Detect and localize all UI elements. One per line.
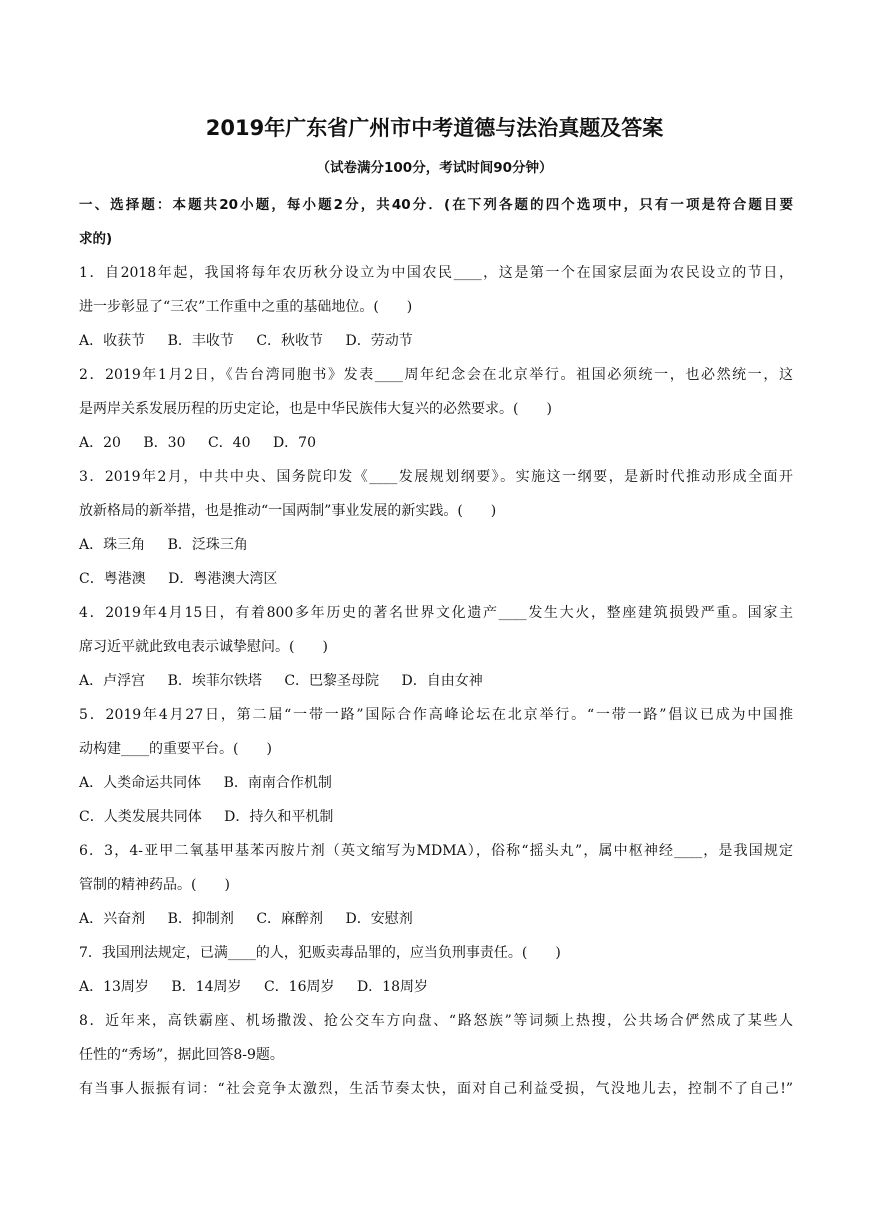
- question-1-option-c: C．秋收节: [256, 333, 324, 349]
- question-7-option-c: C．16周岁: [263, 979, 335, 995]
- question-5-options-row-2: [79, 800, 793, 834]
- question-3-stem-line-1: 3．2019年2月，中共中央、国务院印发《____发展规划纲要》。实施这一纲要，是新时代推动形成全面开: [79, 469, 793, 485]
- question-2-option-d: D．70: [272, 435, 316, 451]
- question-6-stem-line-2: 管制的精神药品。( ): [79, 877, 230, 893]
- question-5-stem-line-1: 5．2019年4月27日，第二届“一带一路”国际合作高峰论坛在北京举行。“一带一路”倡议已成为中国推: [79, 707, 793, 723]
- question-6-option-a: A．兴奋剂: [79, 911, 146, 927]
- question-4-stem-line-2: 席习近平就此致电表示诚挚慰问。( ): [79, 639, 328, 655]
- question-2-stem-line-1: 2．2019年1月2日，《告台湾同胞书》发表____周年纪念会在北京举行。祖国必须统一，也必然统一，这: [79, 367, 793, 383]
- question-1-stem-line-1: 1．自2018年起，我国将每年农历秋分设立为中国农民____，这是第一个在国家层面为农民设立的节日，: [79, 265, 793, 281]
- question-7-option-a: A．13周岁: [79, 979, 149, 995]
- question-6-option-b: B．抑制剂: [167, 911, 234, 927]
- question-2-option-c: C．40: [207, 435, 251, 451]
- question-2-option-a: A．20: [79, 435, 121, 451]
- question-5-stem-line-2: 动构建____的重要平台。( ): [79, 741, 272, 757]
- question-4-option-c: C．巴黎圣母院: [284, 673, 380, 689]
- question-6-option-c: C．麻醉剂: [256, 911, 324, 927]
- question-6-options: [79, 902, 793, 936]
- question-7-option-d: D．18周岁: [356, 979, 428, 995]
- question-7-stem-line-1: 7．我国刑法规定，已满____的人，犯贩卖毒品罪的，应当负刑事责任。( ): [79, 945, 561, 961]
- question-2-stem-line-2: 是两岸关系发展历程的历史定论，也是中华民族伟大复兴的必然要求。( ): [79, 401, 552, 417]
- question-5-options-row-1: [79, 766, 793, 800]
- question-4-option-a: A．卢浮宫: [79, 673, 146, 689]
- question-3-stem-line-2: 放新格局的新举措，也是推动“一国两制”事业发展的新实践。( ): [79, 503, 497, 519]
- question-5-option-d: D．持久和平机制: [224, 809, 334, 825]
- question-3-options-row-1: [79, 528, 793, 562]
- question-4-option-d: D．自由女神: [401, 673, 483, 689]
- question-4-option-b: B．埃菲尔铁塔: [167, 673, 262, 689]
- question-2-option-b: B．30: [143, 435, 186, 451]
- section-heading-line-2: 求的): [79, 231, 113, 247]
- section-heading-line-1: 一、选择题：本题共20小题，每小题2分，共40分．(在下列各题的四个选项中，只有一项是符合题目要: [79, 197, 793, 213]
- question-1-option-d: D．劳动节: [345, 333, 413, 349]
- question-5-option-b: B．南南合作机制: [223, 775, 332, 791]
- question-8-stem-line-1: 8．近年来，高铁霸座、机场撒泼、抢公交车方向盘、“路怒族”等词频上热搜，公共场合俨然成了某些人: [79, 1013, 793, 1029]
- question-5-option-a: A．人类命运共同体: [79, 775, 202, 791]
- exam-subtitle: （试卷满分100分，考试时间90分钟）: [316, 160, 553, 176]
- question-1-option-a: A．收获节: [79, 333, 146, 349]
- question-1-option-b: B．丰收节: [167, 333, 234, 349]
- exam-title: 2019年广东省广州市中考道德与法治真题及答案: [205, 116, 664, 140]
- exam-content: [79, 188, 793, 1106]
- question-4-stem-line-1: 4．2019年4月15日，有着800多年历史的著名世界文化遗产____发生大火，整座建筑损毁严重。国家主: [79, 605, 793, 621]
- question-6-option-d: D．安慰剂: [345, 911, 413, 927]
- question-4-options: [79, 664, 793, 698]
- question-8-material-line: 有当事人振振有词：“社会竞争太激烈，生活节奏太快，面对自己利益受损，气没地儿去，控制不了自己!”: [79, 1081, 793, 1097]
- question-3-option-b: B．泛珠三角: [167, 537, 248, 553]
- question-3-options-row-2: [79, 562, 793, 596]
- question-1-stem-line-2: 进一步彰显了“三农”工作重中之重的基础地位。( ): [79, 299, 413, 315]
- question-7-option-b: B．14周岁: [171, 979, 242, 995]
- question-3-option-c: C．粤港澳: [79, 571, 146, 587]
- question-1-options: [79, 324, 793, 358]
- question-3-option-d: D．粤港澳大湾区: [168, 571, 278, 587]
- question-2-options: [79, 426, 793, 460]
- question-8-stem-line-2: 任性的“秀场”，据此回答8-9题。: [79, 1047, 284, 1063]
- question-7-options: [79, 970, 793, 1004]
- question-5-option-c: C．人类发展共同体: [79, 809, 202, 825]
- question-6-stem-line-1: 6．3，4-亚甲二氧基甲基苯丙胺片剂（英文缩写为MDMA），俗称“摇头丸”，属中枢神经____，是我国规定: [79, 843, 793, 859]
- question-3-option-a: A．珠三角: [79, 537, 146, 553]
